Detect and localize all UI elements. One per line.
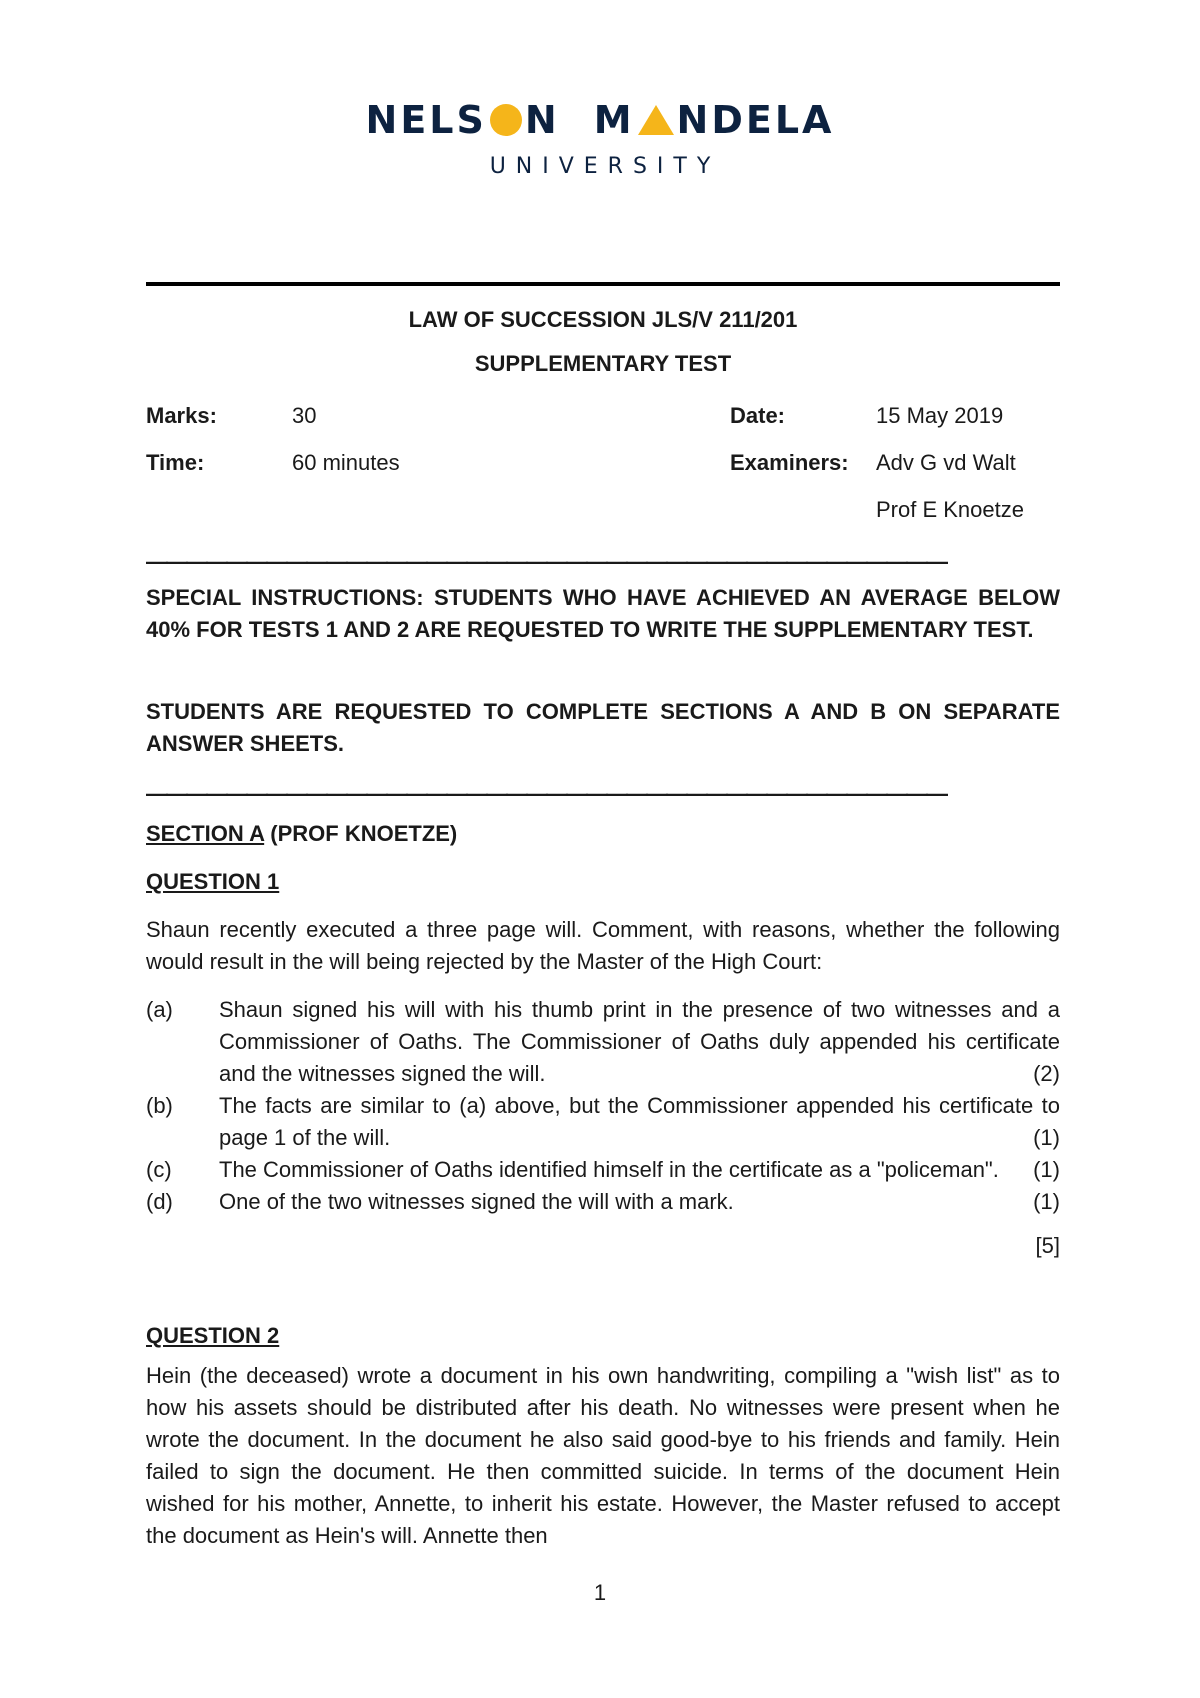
logo-text-nels: NELS (365, 98, 487, 142)
time-value: 60 minutes (292, 449, 400, 475)
question-item (146, 994, 1060, 1090)
examiner-2: Prof E Knoetze (876, 496, 1024, 522)
logo-text-ndela: NDELA (676, 98, 835, 142)
logo-text-n: N (524, 98, 560, 142)
examiners-label: Examiners: (730, 449, 849, 475)
question-item (146, 1090, 1060, 1154)
question-2-title: QUESTION 2 (146, 1323, 280, 1348)
item-label: (c) (146, 1157, 172, 1182)
examiner-1: Adv G vd Walt (876, 449, 1016, 475)
section-a-title: SECTION A (146, 821, 265, 846)
sections-instructions: STUDENTS ARE REQUESTED TO COMPLETE SECTIONS A AND B ON SEPARATE ANSWER SHEETS. (146, 699, 1060, 756)
item-marks: (2) (1033, 1061, 1060, 1086)
item-marks: (1) (1033, 1157, 1060, 1182)
question-1-intro: Shaun recently executed a three page will. Comment, with reasons, whether the following would result in the will being rejected by the Master of the High Court: (146, 917, 1060, 974)
date-value: 15 May 2019 (876, 402, 1004, 428)
question-1-items (146, 994, 1060, 1262)
logo-subtitle: UNIVERSITY (489, 154, 721, 179)
logo-triangle-icon (638, 105, 674, 135)
item-marks: (1) (1033, 1189, 1060, 1214)
item-label: (a) (146, 997, 173, 1022)
item-text: One of the two witnesses signed the will with a mark. (219, 1189, 734, 1214)
logo-circle-icon (490, 104, 522, 136)
item-marks: (1) (1033, 1125, 1060, 1150)
header-block (146, 304, 1060, 533)
date-label: Date: (730, 402, 786, 428)
divider-1: ———————————————————————————————————————— (146, 549, 946, 574)
meta-row-2 (146, 439, 1060, 486)
meta-row-1 (146, 392, 1060, 439)
question-2-text: Hein (the deceased) wrote a document in his own handwriting, compiling a "wish list" as to how his assets should be distributed after his death. No witnesses were present when he wrote the document. In the document he also said good-bye to his friends and family. Hein failed to sign the document. He then committed suicide. In terms of the document Hein wished for his mother, Annette, to inherit his estate. However, the Master refused to accept the document as Hein's will. Annette then (146, 1363, 1060, 1548)
divider-2: ———————————————————————————————————————— (146, 781, 946, 806)
item-label: (b) (146, 1093, 173, 1118)
item-text: The facts are similar to (a) above, but the Commissioner appended his certificate to page 1 of the will. (219, 1093, 1060, 1150)
section-a-heading (146, 818, 1060, 850)
section-a-examiner: (PROF KNOETZE) (264, 821, 458, 846)
page-number: 1 (593, 1580, 607, 1605)
marks-label: Marks: (146, 402, 217, 428)
question-1-title: QUESTION 1 (146, 869, 280, 894)
item-text: The Commissioner of Oaths identified himself in the certificate as a "policeman". (219, 1157, 999, 1182)
course-title: LAW OF SUCCESSION JLS/V 211/201 (408, 307, 798, 332)
question-1-total: [5] (1035, 1233, 1060, 1258)
header-rule (146, 282, 1060, 286)
university-logo (0, 98, 1200, 179)
question-item (146, 1154, 1060, 1186)
logo-wordmark (0, 98, 1200, 142)
test-title: SUPPLEMENTARY TEST (474, 351, 732, 376)
question-item (146, 1186, 1060, 1218)
special-instructions: SPECIAL INSTRUCTIONS: STUDENTS WHO HAVE ACHIEVED AN AVERAGE BELOW 40% FOR TESTS 1 AND 2 ARE REQUESTED TO WRITE THE SUPPLEMENTARY TEST. (146, 585, 1060, 642)
time-label: Time: (146, 449, 205, 475)
marks-value: 30 (292, 402, 317, 428)
item-label: (d) (146, 1189, 173, 1214)
logo-text-m: M (593, 98, 635, 142)
item-text: Shaun signed his will with his thumb print in the presence of two witnesses and a Commissioner of Oaths. The Commissioner of Oaths duly appended his certificate and the witnesses signed the will. (219, 997, 1060, 1086)
meta-row-3 (146, 486, 1060, 533)
